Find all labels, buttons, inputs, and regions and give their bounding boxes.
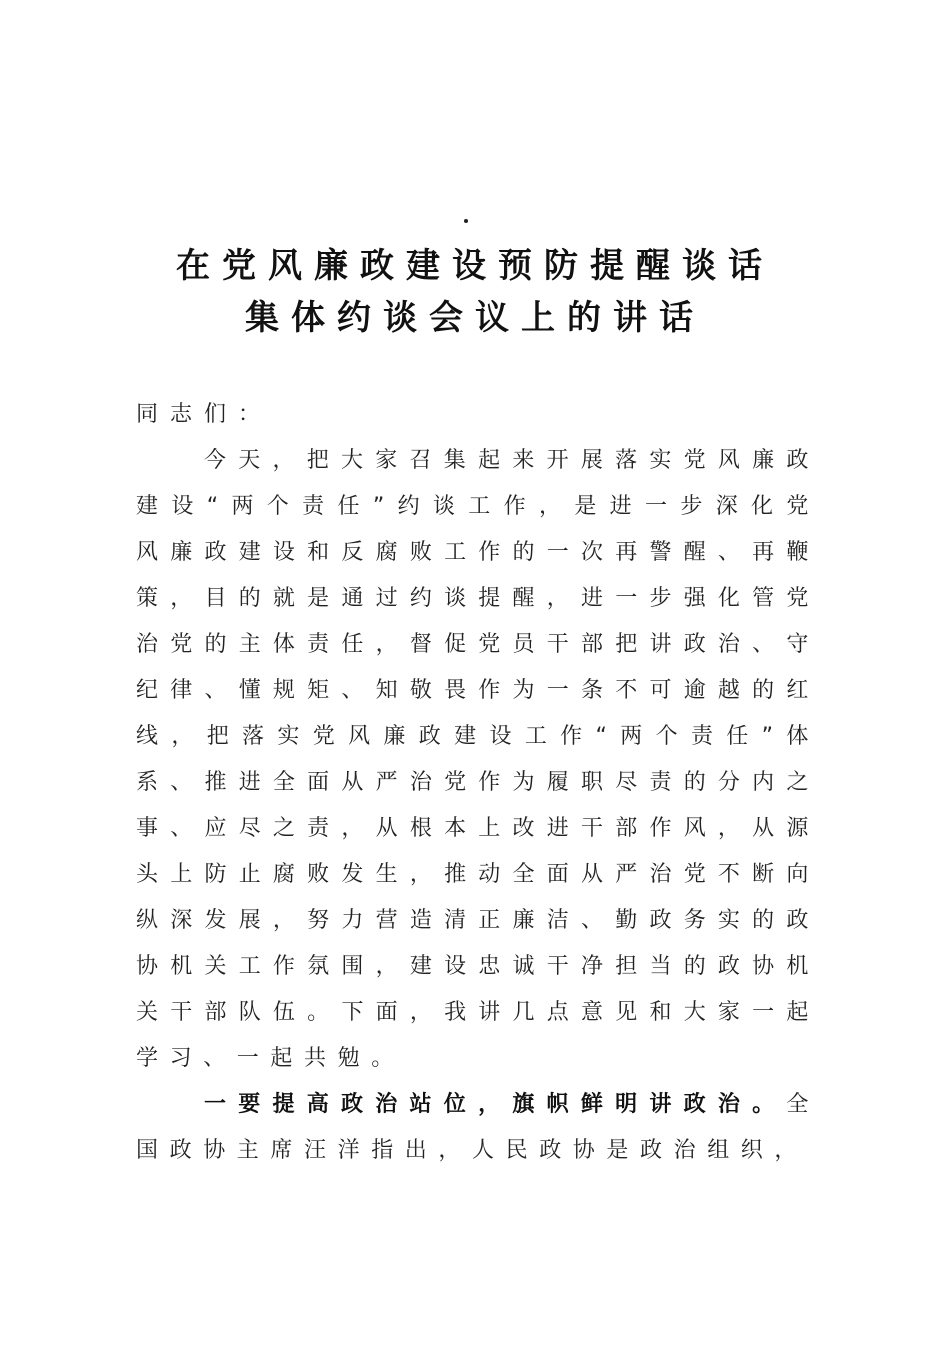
paragraph-2-text: 全国政协主席汪洋指出，人民政协是政治组织， — [136, 1092, 820, 1163]
title-line-1: 在党风廉政建设预防提醒谈话 — [176, 246, 774, 286]
header-mark — [464, 219, 468, 223]
document-body — [136, 392, 820, 1174]
title-line-2: 集体约谈会议上的讲话 — [245, 298, 705, 338]
paragraph-1: 今天，把大家召集起来开展落实党风廉政建设“两个责任”约谈工作，是进一步深化党风廉政建设和反腐败工作的一次再警醒、再鞭策，目的就是通过约谈提醒，进一步强化管党治党的主体责任，督促党员干部把讲政治、守纪律、懂规矩、知敬畏作为一条不可逾越的红线，把落实党风廉政建设工作“两个责任”体系、推进全面从严治党作为履职尽责的分内之事、应尽之责，从根本上改进干部作风，从源头上防止腐败发生，推动全面从严治党不断向纵深发展，努力营造清正廉洁、勤政务实的政协机关工作氛围，建设忠诚干净担当的政协机关干部队伍。下面，我讲几点意见和大家一起学习、一起共勉。 — [136, 448, 820, 1071]
salutation: 同志们： — [136, 402, 273, 427]
document-title — [60, 240, 890, 344]
paragraph-2-heading: 一要提高政治站位，旗帜鲜明讲政治。 — [204, 1092, 787, 1117]
paragraph-2 — [136, 1082, 820, 1174]
